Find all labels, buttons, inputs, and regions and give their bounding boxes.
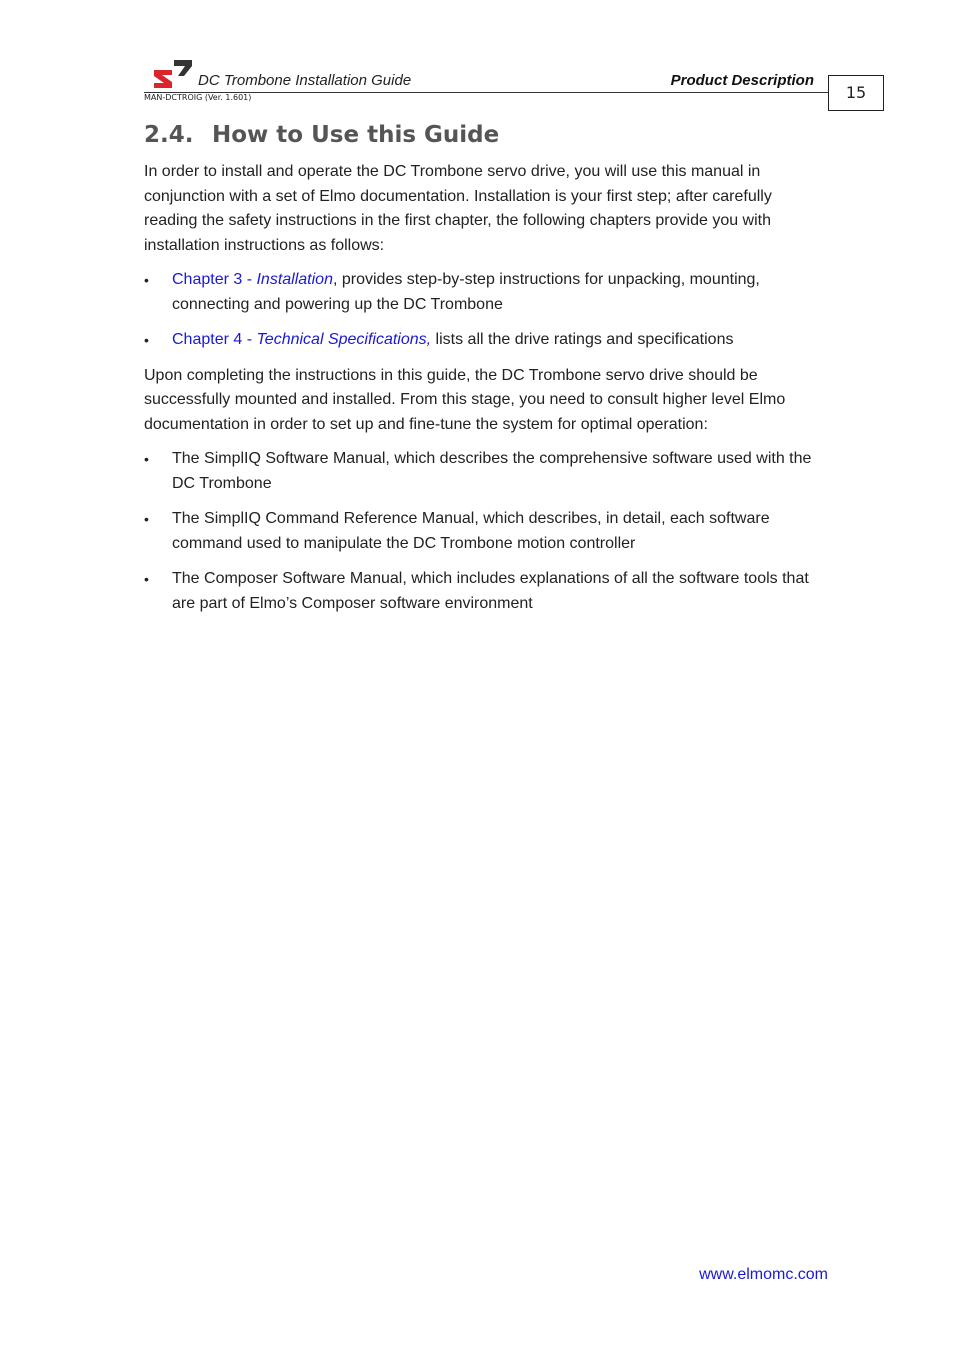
list-item-text: , provides step-by-step instructions for unpacking, mounting, connecting and powering up the DC Trombone bbox=[172, 271, 760, 313]
section-number: 2.4. bbox=[144, 122, 194, 148]
link-title: Technical Specifications, bbox=[256, 331, 432, 348]
footer-website-link[interactable]: www.elmomc.com bbox=[699, 1266, 828, 1283]
page-content bbox=[144, 120, 828, 627]
list-item bbox=[144, 328, 828, 353]
bullet-icon: • bbox=[144, 451, 149, 467]
section-heading bbox=[144, 120, 828, 150]
section-title: How to Use this Guide bbox=[212, 122, 500, 148]
manual-list bbox=[144, 447, 828, 616]
bullet-icon: • bbox=[144, 511, 149, 527]
chapter-4-link[interactable] bbox=[172, 331, 431, 348]
document-title: DC Trombone Installation Guide bbox=[198, 72, 412, 89]
completion-paragraph: Upon completing the instructions in this guide, the DC Trombone servo drive should be successfully mounted and installed. From this stage, you need to consult higher level Elmo documentation in order to set up and fine-tune the system for optimal operation: bbox=[144, 366, 786, 433]
list-item-text: The Composer Software Manual, which includes explanations of all the software tools that are part of Elmo’s Composer software environment bbox=[172, 570, 809, 612]
bullet-icon: • bbox=[144, 571, 149, 587]
page-header bbox=[144, 56, 884, 116]
page-number: 15 bbox=[828, 75, 884, 111]
list-item-text: The SimplIQ Software Manual, which describes the comprehensive software used with the DC Trombone bbox=[172, 450, 812, 492]
elmo-logo-icon bbox=[148, 58, 194, 88]
intro-paragraph: In order to install and operate the DC Trombone servo drive, you will use this manual in conjunction with a set of Elmo documentation. Installation is your first step; after carefully reading the safety instructions in the first chapter, the following chapters provide you with installation instructions as follows: bbox=[144, 163, 772, 254]
link-prefix: Chapter 3 - bbox=[172, 271, 257, 288]
link-title: Installation bbox=[256, 271, 333, 288]
chapter-list bbox=[144, 268, 828, 353]
bullet-icon: • bbox=[144, 332, 149, 348]
chapter-3-link[interactable] bbox=[172, 271, 333, 288]
document-code: MAN-DCTROIG (Ver. 1.601) bbox=[144, 93, 252, 102]
list-item bbox=[144, 447, 828, 496]
link-prefix: Chapter 4 - bbox=[172, 331, 257, 348]
list-item bbox=[144, 507, 828, 556]
list-item-text: lists all the drive ratings and specifications bbox=[431, 331, 734, 348]
header-section-name: Product Description bbox=[670, 72, 814, 89]
list-item bbox=[144, 268, 828, 317]
list-item bbox=[144, 567, 828, 616]
bullet-icon: • bbox=[144, 272, 149, 288]
list-item-text: The SimplIQ Command Reference Manual, which describes, in detail, each software command used to manipulate the DC Trombone motion controller bbox=[172, 510, 770, 552]
